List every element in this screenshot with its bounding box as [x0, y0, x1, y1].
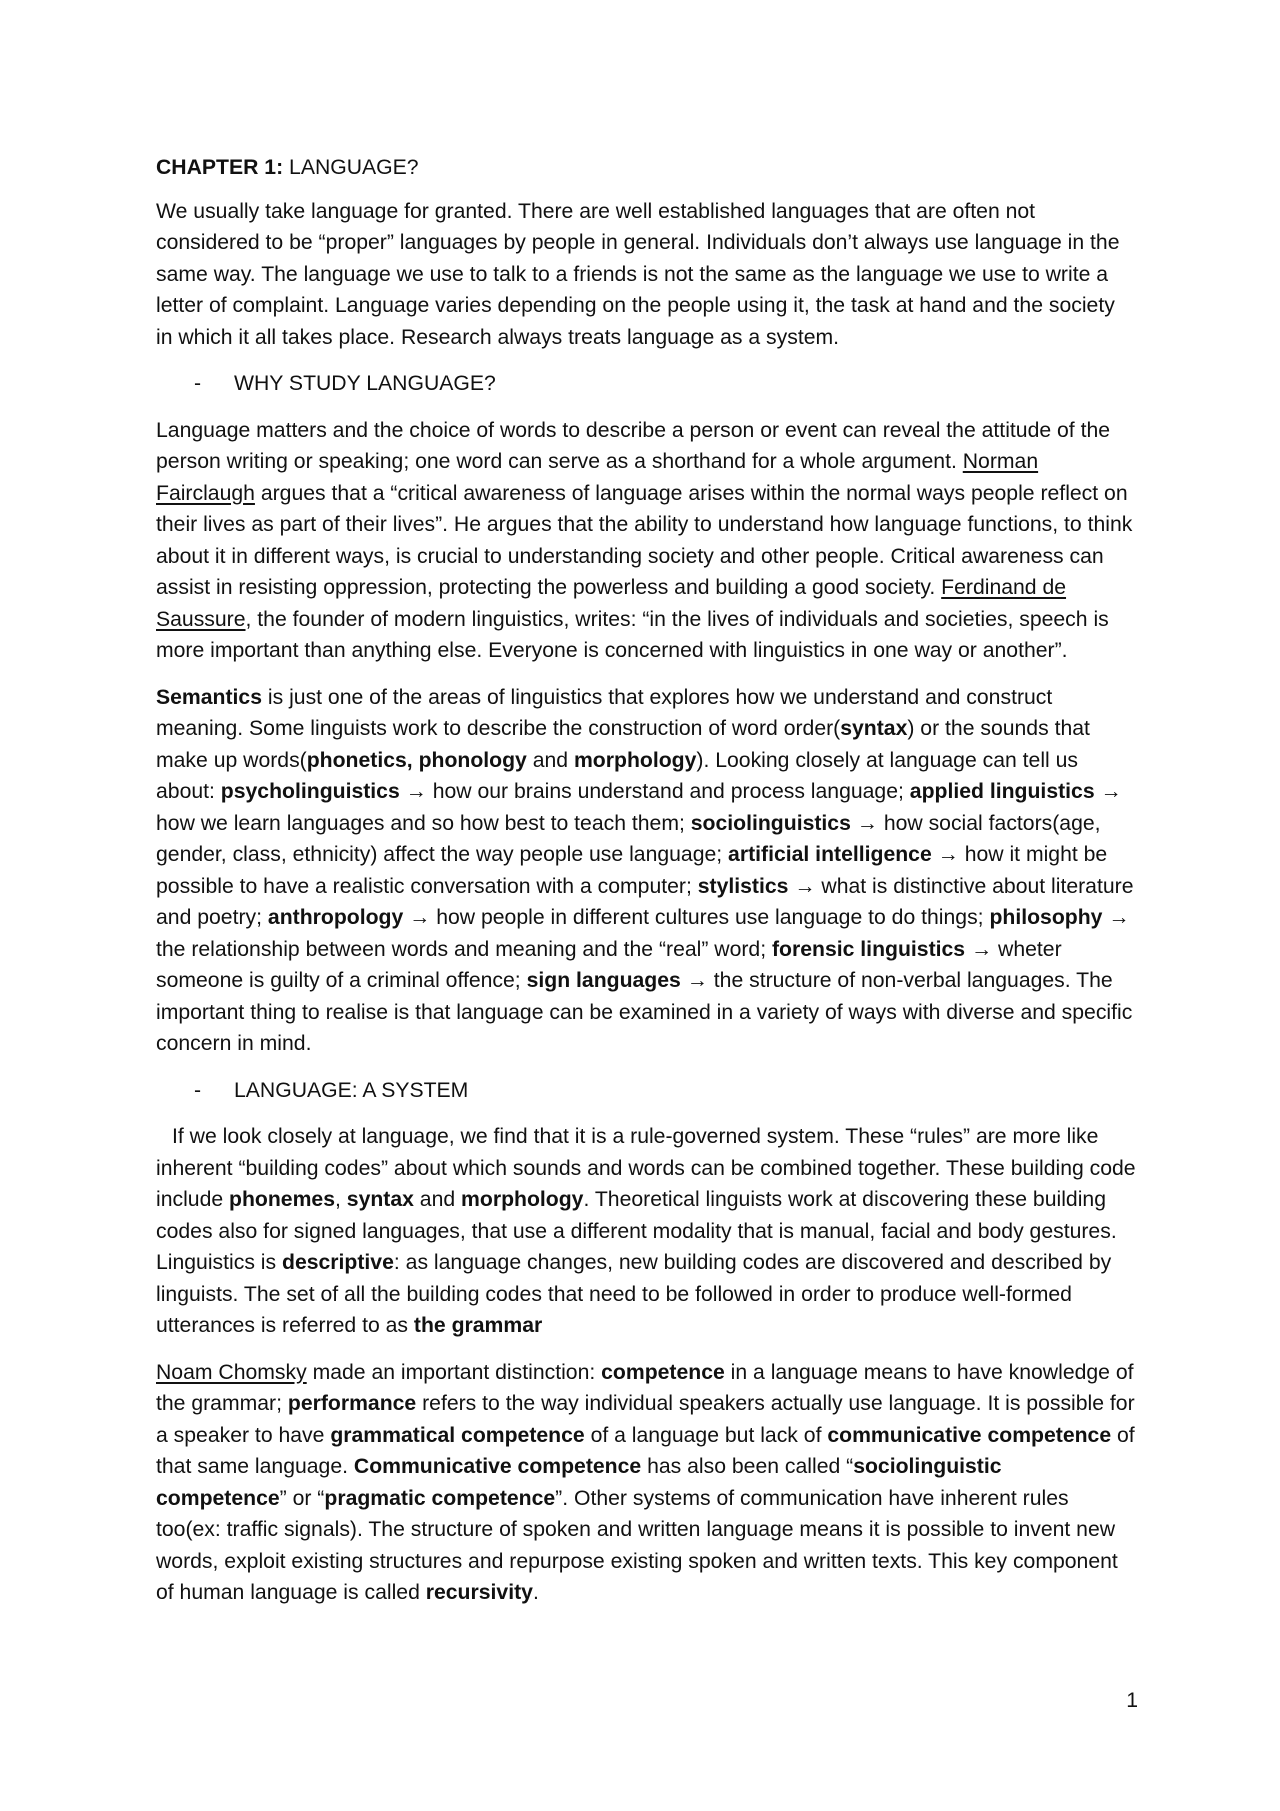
text-run: , the founder of modern linguistics, writes: “in the lives of individuals and societies, speech is more important than anything else. Everyone is concerned with linguistics in one way or another”. [156, 607, 1109, 662]
text-run: If we look closely at language, we find that it is a rule-governed system. These “rules” are more like inherent “building codes” about which sounds and words can be combined together. These building code include [156, 1125, 1136, 1211]
term: Communicative competence [353, 1455, 642, 1478]
page-content [156, 152, 1136, 1624]
term: syntax [346, 1188, 414, 1211]
text-run: of a language but lack of [584, 1423, 828, 1447]
intro-paragraph: We usually take language for granted. There are well established languages that are often not considered to be “proper” languages by people in general. Individuals don’t always use language in the same way. The language we use to talk to a friends is not the same as the language we use to write a letter of complaint. Language varies depending on the people using it, the task at hand and the society in which it all takes place. Research always treats language as a system. [156, 199, 1120, 349]
text-run: → the relationship between words and meaning and the “real” word; [156, 906, 1130, 961]
text-run: and [526, 748, 574, 772]
text-run: Language matters and the choice of words to describe a person or event can reveal the attitude of the person writing or speaking; one word can serve as a shorthand for a whole argument. [156, 418, 1111, 473]
chapter-title: LANGUAGE? [289, 156, 419, 179]
text-run: argues that a “critical awareness of language arises within the normal ways people reflect on their lives as part of their lives”. He argues that the ability to understand how language functions, to think about it in different ways, is crucial to understanding society and other people. Critical awareness can assist in resisting oppression, protecting the powerless and building a good society. [156, 481, 1133, 599]
text-run: . Theoretical linguists work at discovering these building codes also for signed languages, that use a different modality that is manual, facial and body gestures. Linguistics is [156, 1188, 1117, 1274]
list-dash: - [194, 372, 202, 395]
list-dash: - [194, 1078, 202, 1102]
text-run: → how social factors(age, gender, class, ethnicity) affect the way people use language; [156, 811, 1101, 866]
term: sociolinguistics [690, 811, 851, 835]
term: morphology [461, 1188, 584, 1211]
chapter-label: CHAPTER 1: [156, 156, 284, 179]
term: the grammar [413, 1314, 543, 1337]
page-number: 1 [1126, 1689, 1138, 1712]
term: artificial intelligence [728, 843, 932, 866]
term: syntax [840, 717, 908, 740]
text-run: of that same language. [156, 1423, 1135, 1478]
text-run: → how our brains understand and process language; [399, 780, 910, 803]
author-name: Ferdinand de Saussure [156, 576, 1067, 631]
term: philosophy [989, 906, 1103, 929]
rule-governed-system-paragraph [156, 1121, 1136, 1342]
term: Semantics [156, 685, 262, 709]
term: psycholinguistics [220, 780, 400, 803]
text-run: → the structure of non-verbal languages. The important thing to realise is that language can be examined in a variety of ways with diverse and specific concern in mind. [156, 969, 1133, 1055]
author-name: Noam Chomsky [156, 1360, 307, 1384]
text-run: , [335, 1188, 347, 1211]
text-run: . [532, 1581, 539, 1604]
term: sociolinguistic competence [156, 1455, 1002, 1510]
text-run: ”. Other systems of communication have inherent rules too(ex: traffic signals). The structure of spoken and written language means it is possible to invent new words, exploit existing structures and repurpose existing spoken and written texts. This key component of human language is called [156, 1486, 1118, 1604]
linguistics-areas-paragraph [156, 682, 1136, 1060]
term: performance [287, 1392, 417, 1415]
text-run: ) or the sounds that make up words( [156, 717, 1090, 772]
term: competence [601, 1360, 725, 1384]
text-run: → how people in different cultures use language to do things; [403, 906, 990, 929]
term: communicative competence [827, 1423, 1112, 1447]
term: pragmatic competence [324, 1486, 556, 1510]
term: applied linguistics [909, 780, 1095, 803]
section-heading-why-study-language [156, 368, 1136, 400]
chapter-heading [156, 152, 1136, 184]
competence-paragraph [156, 1357, 1136, 1609]
why-study-paragraph [156, 415, 1136, 667]
term: forensic linguistics [771, 937, 966, 961]
text-run: → what is distinctive about literature and poetry; [156, 874, 1134, 929]
text-run: : as language changes, new building codes are discovered and described by linguists. The set of all the building codes that need to be followed in order to produce well-formed utterances is referred to as [156, 1251, 1112, 1337]
term: anthropology [267, 906, 404, 929]
author-name: Norman Fairclaugh [156, 450, 1039, 505]
text-run: → how we learn languages and so how best to teach them; [156, 780, 1122, 835]
term: phonetics, phonology [306, 748, 527, 772]
term: phonemes [229, 1188, 335, 1211]
text-run: is just one of the areas of linguistics that explores how we understand and construct meaning. Some linguists work to describe the construction of word order( [156, 685, 1053, 740]
section-title: LANGUAGE: A SYSTEM [234, 1078, 469, 1102]
section-title: WHY STUDY LANGUAGE? [234, 372, 496, 395]
term: morphology [573, 748, 697, 772]
text-run: → wheter someone is guilty of a criminal offence; [156, 937, 1062, 992]
text-run: in a language means to have knowledge of the grammar; [156, 1360, 1134, 1415]
text-run: → how it might be possible to have a realistic conversation with a computer; [156, 843, 1108, 898]
section-heading-language-a-system [156, 1075, 1136, 1107]
text-run: and [413, 1188, 462, 1211]
text-run: ). Looking closely at language can tell us about: [156, 748, 1079, 803]
term: grammatical competence [330, 1423, 585, 1447]
text-run: has also been called “ [641, 1455, 854, 1478]
term: stylistics [697, 874, 789, 898]
term: recursivity [425, 1581, 533, 1604]
text-run: made an important distinction: [306, 1360, 602, 1384]
term: sign languages [526, 969, 681, 992]
text-run: ” or “ [279, 1486, 325, 1510]
text-run: refers to the way individual speakers actually use language. It is possible for a speaker to have [156, 1392, 1135, 1447]
term: descriptive [282, 1251, 394, 1274]
